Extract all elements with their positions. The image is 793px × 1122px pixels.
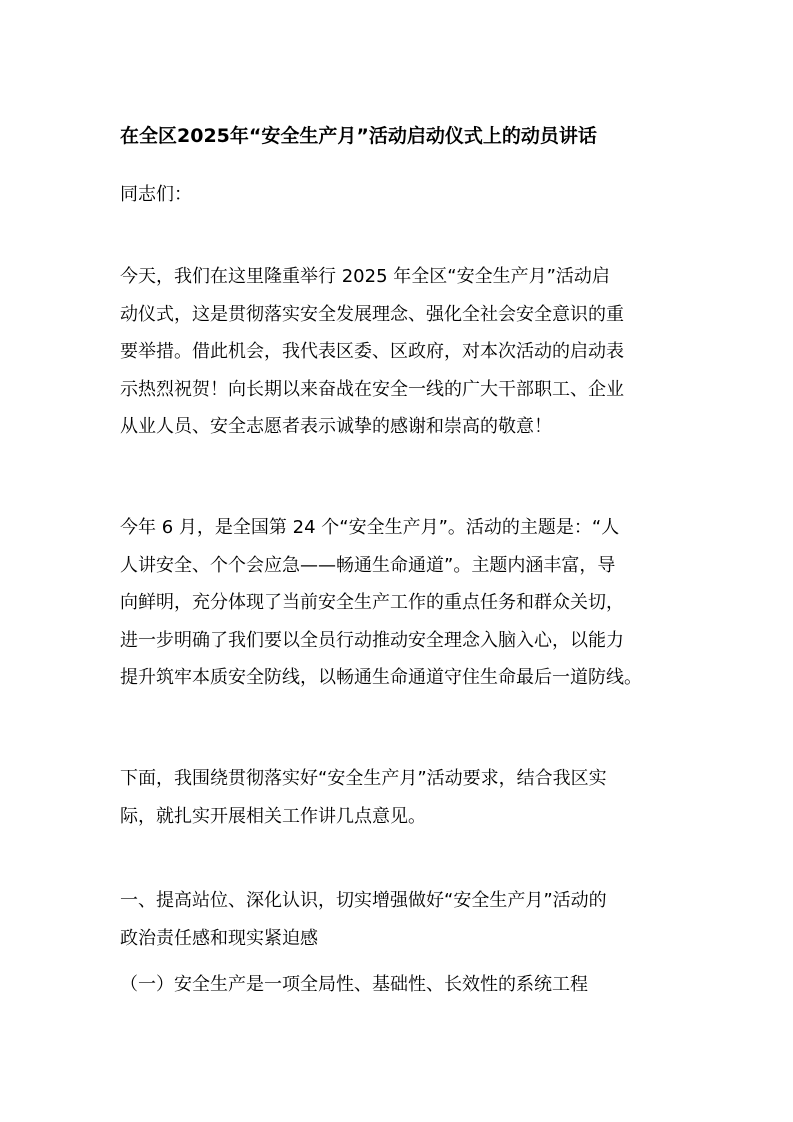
paragraph-line: 向鲜明，充分体现了当前安全生产工作的重点任务和群众关切，	[120, 592, 624, 613]
subheading-text: （一）安全生产是一项全局性、基础性、长效性的系统工程	[120, 974, 588, 995]
paragraph-line: 人讲安全、个个会应急——畅通生命通道”。主题内涵丰富，导	[120, 554, 616, 576]
paragraph-line: 提升筑牢本质安全防线，以畅通生命通道守住生命最后一道防线。	[120, 667, 642, 688]
paragraph-opening	[120, 258, 680, 446]
heading-line: 一、提高站位、深化认识，切实增强做好“安全生产月”活动的	[120, 890, 607, 911]
paragraph-line: 从业人员、安全志愿者表示诚挚的感谢和崇高的敬意！	[120, 416, 552, 437]
document-title: 在全区2025年“安全生产月”活动启动仪式上的动员讲话	[120, 125, 597, 147]
heading-line: 政治责任感和现实紧迫感	[120, 927, 318, 949]
greeting	[120, 176, 680, 214]
paragraph-line: 动仪式，这是贯彻落实安全发展理念、强化全社会安全意识的重	[120, 303, 624, 325]
greeting-text: 同志们：	[120, 184, 192, 205]
paragraph-line: 今天，我们在这里隆重举行 2025 年全区“安全生产月”活动启	[120, 266, 610, 287]
subsection-heading-1	[120, 966, 680, 1004]
paragraph-theme	[120, 509, 680, 697]
paragraph-line: 示热烈祝贺！向长期以来奋战在安全一线的广大干部职工、企业	[120, 378, 624, 400]
paragraph-line: 下面，我围绕贯彻落实好“安全生产月”活动要求，结合我区实	[120, 768, 607, 789]
paragraph-line: 要举措。借此机会，我代表区委、区政府，对本次活动的启动表	[120, 341, 624, 362]
paragraph-line: 进一步明确了我们要以全员行动推动安全理念入脑入心，以能力	[120, 629, 624, 651]
section-heading-1	[120, 882, 680, 957]
paragraph-line: 际，就扎实开展相关工作讲几点意见。	[120, 805, 426, 827]
paragraph-intro	[120, 760, 680, 835]
paragraph-line: 今年 6 月，是全国第 24 个“安全生产月”。活动的主题是：“人	[120, 517, 620, 538]
